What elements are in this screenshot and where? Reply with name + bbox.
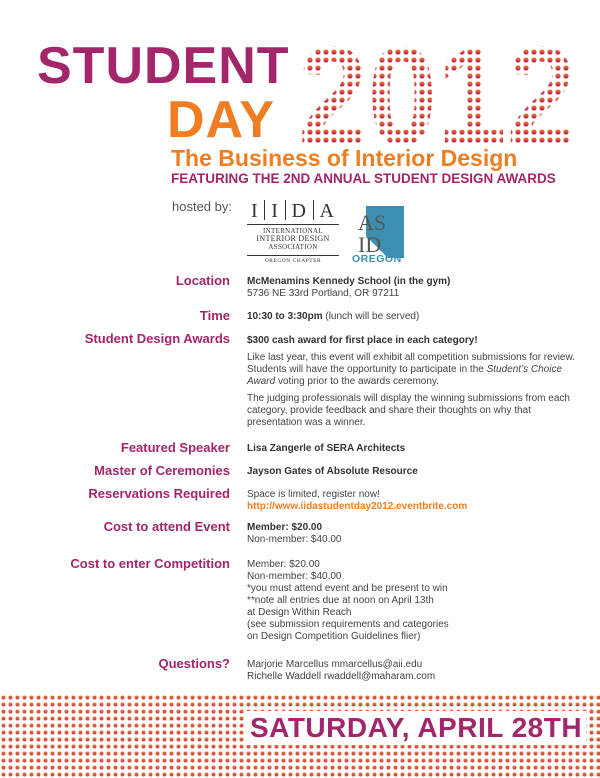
awards-value <box>247 335 582 434</box>
attend-nonmember-price: Non-member: $40.00 <box>247 534 342 545</box>
asid-region: OREGON <box>352 253 402 265</box>
year-dot-graphic <box>298 40 578 148</box>
compete-cost-value <box>247 559 582 643</box>
iida-line: INTERNATIONAL <box>263 227 323 235</box>
compete-note: (see submission requirements and categories <box>247 619 449 630</box>
speaker-value: Lisa Zangerle of SERA Architects <box>247 443 406 454</box>
time-value <box>247 311 582 323</box>
title-day: DAY <box>167 91 276 149</box>
attend-cost-value <box>247 522 582 546</box>
location-address: 5736 NE 33rd Portland, OR 97211 <box>247 288 400 299</box>
compete-cost-label: Cost to enter Competition <box>70 556 230 571</box>
svg-text:AS: AS <box>358 210 387 235</box>
location-value <box>247 276 582 300</box>
mc-label: Master of Ceremonies <box>94 463 230 478</box>
hosted-by-label: hosted by: <box>172 199 232 214</box>
time-label: Time <box>199 308 230 323</box>
iida-line: INTERIOR DESIGN <box>256 234 330 243</box>
awards-judging: The judging professionals will display the winning submissions from each category, provide feedback and share their thoughts on why that presentation was a winner. <box>247 393 570 428</box>
svg-text:ID: ID <box>358 232 382 257</box>
title-student: STUDENT <box>37 37 290 95</box>
iida-line: ASSOCIATION <box>268 243 318 251</box>
compete-note: on Design Competition Guidelines flier) <box>247 631 421 642</box>
mc-value: Jayson Gates of Absolute Resource <box>247 466 418 477</box>
location-name: McMenamins Kennedy School (in the gym) <box>247 276 451 287</box>
compete-member-price: Member: $20.00 <box>247 559 320 570</box>
iida-letter: I <box>271 200 279 222</box>
awards-headline: $300 cash award for first place in each category! <box>247 335 478 346</box>
reservations-note: Space is limited, register now! <box>247 489 380 500</box>
iida-logo <box>247 200 339 264</box>
location-label: Location <box>175 273 230 288</box>
questions-value <box>247 659 582 683</box>
speaker-label: Featured Speaker <box>120 440 230 455</box>
event-tagline: FEATURING THE 2ND ANNUAL STUDENT DESIGN AWARDS <box>171 171 556 186</box>
time-range: 10:30 to 3:30pm <box>247 311 323 322</box>
event-subtitle: The Business of Interior Design <box>171 145 518 171</box>
compete-note: *you must attend event and be present to win <box>247 583 448 594</box>
time-note: (lunch will be served) <box>325 311 420 322</box>
compete-nonmember-price: Non-member: $40.00 <box>247 571 342 582</box>
iida-letter: D <box>291 200 307 222</box>
iida-letter: I <box>251 200 259 222</box>
questions-label: Questions? <box>158 656 230 671</box>
reservations-value <box>247 489 582 513</box>
attend-member-price: Member: $20.00 <box>247 522 323 533</box>
iida-letter: A <box>319 200 335 222</box>
attend-cost-label: Cost to attend Event <box>103 519 230 534</box>
contact-richelle: Richelle Waddell rwaddell@maharam.com <box>247 671 436 682</box>
iida-chapter: OREGON CHAPTER <box>247 255 339 264</box>
awards-label: Student Design Awards <box>84 331 230 346</box>
event-date: SATURDAY, APRIL 28TH <box>246 711 586 745</box>
contact-marjorie: Marjorie Marcellus mmarcellus@aii.edu <box>247 659 423 670</box>
compete-note: at Design Within Reach <box>247 607 352 618</box>
iida-full-name <box>247 227 339 251</box>
iida-letters <box>247 200 339 225</box>
reservations-label: Reservations Required <box>88 486 230 501</box>
awards-description: Like last year, this event will exhibit all competition submissions for review. Students will have the opportunity to participate in the Student’s Choice Award voting prior to the awards ceremony. <box>247 352 575 387</box>
compete-note: **note all entries due at noon on April 13th <box>247 595 434 606</box>
registration-link[interactable]: http://www.iidastudentday2012.eventbrite.com <box>247 501 468 512</box>
